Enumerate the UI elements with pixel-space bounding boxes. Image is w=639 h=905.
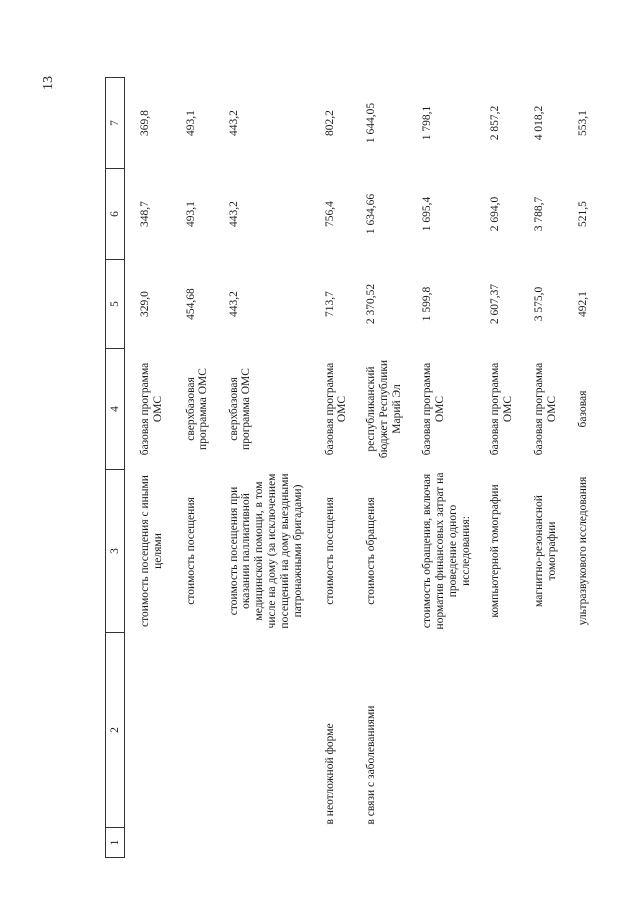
cell-source: базовая программа ОМС bbox=[421, 362, 447, 456]
cell-number bbox=[407, 828, 475, 858]
cell-value-col6: 1 695,4 bbox=[421, 196, 434, 232]
cell-source: базовая программа ОМС bbox=[323, 362, 349, 456]
header-cell-4: 4 bbox=[106, 349, 125, 470]
cell-value-col5: 443,2 bbox=[227, 291, 240, 317]
cell-value-col5: 1 599,8 bbox=[421, 286, 434, 322]
cell-unit: стоимость посещения bbox=[184, 497, 197, 605]
cell-value-col5: 454,68 bbox=[184, 288, 197, 320]
cell-value-col5: 492,1 bbox=[576, 291, 589, 317]
cell-care-type bbox=[407, 633, 475, 828]
cell-value-col7: 2 857,2 bbox=[488, 105, 501, 141]
cell-source: сверхбазовая программа ОМС bbox=[184, 368, 210, 450]
cell-care-type bbox=[171, 633, 214, 828]
table-row bbox=[563, 78, 597, 858]
cell-unit: стоимость обращения, включая норматив финансовых затрат на проведение одного исследования: bbox=[421, 472, 472, 630]
cell-unit: компьютерной томографии bbox=[488, 484, 501, 618]
cell-number bbox=[171, 828, 214, 858]
cell-value-col7: 443,2 bbox=[227, 110, 240, 136]
cell-source: базовая программа ОМС bbox=[139, 362, 164, 456]
cell-value-col5: 329,0 bbox=[139, 291, 151, 317]
header-cell-1: 1 bbox=[106, 828, 125, 858]
cell-care-type bbox=[519, 633, 563, 828]
cell-value-col5: 2 607,37 bbox=[488, 283, 501, 325]
page-number: 13 bbox=[41, 76, 56, 90]
cell-care-type bbox=[125, 633, 171, 828]
cell-value-col6: 1 634,66 bbox=[365, 193, 378, 235]
cell-care-type bbox=[475, 633, 519, 828]
cell-value-col6: 348,7 bbox=[139, 201, 151, 227]
cell-source: сверхбазовая программа ОМС bbox=[227, 368, 253, 450]
rotated-table-wrapper bbox=[105, 78, 589, 858]
table-row bbox=[407, 78, 475, 858]
header-cell-5: 5 bbox=[106, 260, 125, 349]
table-header-row bbox=[106, 78, 125, 858]
cell-source: базовая программа ОМС bbox=[488, 362, 514, 456]
cell-care-type bbox=[563, 633, 597, 828]
cell-value-col7: 1 644,05 bbox=[365, 102, 378, 144]
header-cell-6: 6 bbox=[106, 169, 125, 260]
cell-value-col7: 802,2 bbox=[323, 110, 336, 136]
cell-source: республиканский бюджет Республики Марий Эл bbox=[365, 359, 403, 459]
cell-value-col7: 369,8 bbox=[139, 110, 151, 136]
cell-value-col5: 3 575,0 bbox=[532, 286, 545, 322]
cell-value-col7: 4 018,2 bbox=[532, 105, 545, 141]
cell-number bbox=[563, 828, 597, 858]
cell-unit: стоимость обращения bbox=[365, 497, 378, 605]
cell-value-col6: 443,2 bbox=[227, 201, 240, 227]
header-cell-3: 3 bbox=[106, 470, 125, 633]
table-row bbox=[351, 78, 407, 858]
cell-value-col7: 1 798,1 bbox=[421, 105, 434, 141]
table-row bbox=[310, 78, 352, 858]
cell-care-type: в неотложной форме bbox=[323, 723, 336, 825]
header-cell-2: 2 bbox=[106, 633, 125, 828]
cell-number bbox=[351, 828, 407, 858]
cell-unit: ультразвукового исследования bbox=[576, 476, 589, 626]
cell-unit: стоимость посещения bbox=[323, 497, 336, 605]
tariff-table bbox=[105, 77, 597, 858]
cell-value-col7: 553,1 bbox=[576, 110, 589, 136]
cell-value-col6: 493,1 bbox=[184, 201, 197, 227]
cell-number bbox=[475, 828, 519, 858]
cell-care-type: в связи с заболеваниями bbox=[365, 705, 378, 825]
cell-value-col7: 493,1 bbox=[184, 110, 197, 136]
cell-value-col5: 713,7 bbox=[323, 291, 336, 317]
cell-care-type bbox=[214, 633, 310, 828]
cell-value-col6: 2 694,0 bbox=[488, 196, 501, 232]
table-row bbox=[475, 78, 519, 858]
cell-unit: магнитно-резонансной томографии bbox=[532, 495, 558, 607]
cell-unit: стоимость посещения с иными целями bbox=[139, 475, 164, 627]
cell-number bbox=[519, 828, 563, 858]
cell-source: базовая bbox=[576, 390, 589, 428]
cell-number bbox=[214, 828, 310, 858]
cell-value-col6: 3 788,7 bbox=[532, 196, 545, 232]
cell-value-col6: 521,5 bbox=[576, 201, 589, 227]
cell-value-col5: 2 370,52 bbox=[365, 283, 378, 325]
table-row bbox=[214, 78, 310, 858]
cell-value-col6: 756,4 bbox=[323, 201, 336, 227]
table-row bbox=[519, 78, 563, 858]
cell-number bbox=[310, 828, 352, 858]
header-cell-7: 7 bbox=[106, 78, 125, 169]
cell-number bbox=[125, 828, 171, 858]
table-row bbox=[171, 78, 214, 858]
cell-source: базовая программа ОМС bbox=[532, 362, 558, 456]
table-row bbox=[125, 78, 171, 858]
cell-unit: стоимость посещения при оказании паллиативной медицинской помощи, в том числе на дому (за исключением посещений на дому выездными патронажными бригадами) bbox=[227, 473, 304, 629]
